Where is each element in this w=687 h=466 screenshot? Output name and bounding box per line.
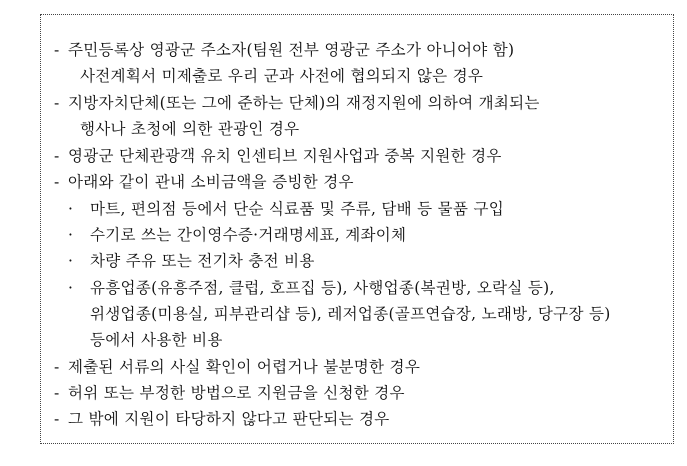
list-item-continuation: 행사나 초청에 의한 관광인 경우 [80, 120, 300, 138]
list-item-text: 지방자치단체(또는 그에 준하는 단체)의 재정지원에 의하여 개최되는 [68, 94, 540, 112]
list-item-text: 제출된 서류의 사실 확인이 어렵거나 불분명한 경우 [68, 358, 421, 376]
sub-item-text: 차량 주유 또는 전기차 충전 비용 [90, 252, 315, 270]
list-item-marker: - [54, 41, 60, 59]
sub-item-text: 마트, 편의점 등에서 단순 식료품 및 주류, 담배 등 물품 구입 [90, 200, 505, 218]
list-item-marker: - [54, 358, 60, 376]
list-item-marker: - [54, 410, 60, 428]
sub-item-continuation: 위생업종(미용실, 피부관리샵 등), 레저업종(골프연습장, 노래방, 당구장 등) [90, 305, 611, 323]
list-item-text: 허위 또는 부정한 방법으로 지원금을 신청한 경우 [68, 384, 405, 402]
list-item-marker: - [54, 94, 60, 112]
sub-item-text: 유흥업종(유흥주점, 클럽, 호프집 등), 사행업종(복권방, 오락실 등), [90, 279, 555, 297]
list-item-text: 그 밖에 지원이 타당하지 않다고 판단되는 경우 [68, 410, 390, 428]
sub-item-marker: · [68, 200, 74, 218]
sub-item-continuation: 등에서 사용한 비용 [90, 331, 223, 349]
list-item-marker: - [54, 173, 60, 191]
sub-item-marker: · [68, 226, 74, 244]
list-item-text: 아래와 같이 관내 소비금액을 증빙한 경우 [68, 173, 354, 191]
list-item-continuation: 사전계획서 미제출로 우리 군과 사전에 협의되지 않은 경우 [80, 67, 484, 85]
sub-item-marker: · [68, 279, 74, 297]
sub-item-marker: · [68, 252, 74, 270]
list-item-text: 영광군 단체관광객 유치 인센티브 지원사업과 중복 지원한 경우 [68, 147, 502, 165]
list-item-marker: - [54, 147, 60, 165]
list-item-marker: - [54, 384, 60, 402]
list-item-text: 주민등록상 영광군 주소자(팀원 전부 영광군 주소가 아니어야 함) [68, 41, 515, 59]
sub-item-text: 수기로 쓰는 간이영수증·거래명세표, 계좌이체 [90, 226, 407, 244]
